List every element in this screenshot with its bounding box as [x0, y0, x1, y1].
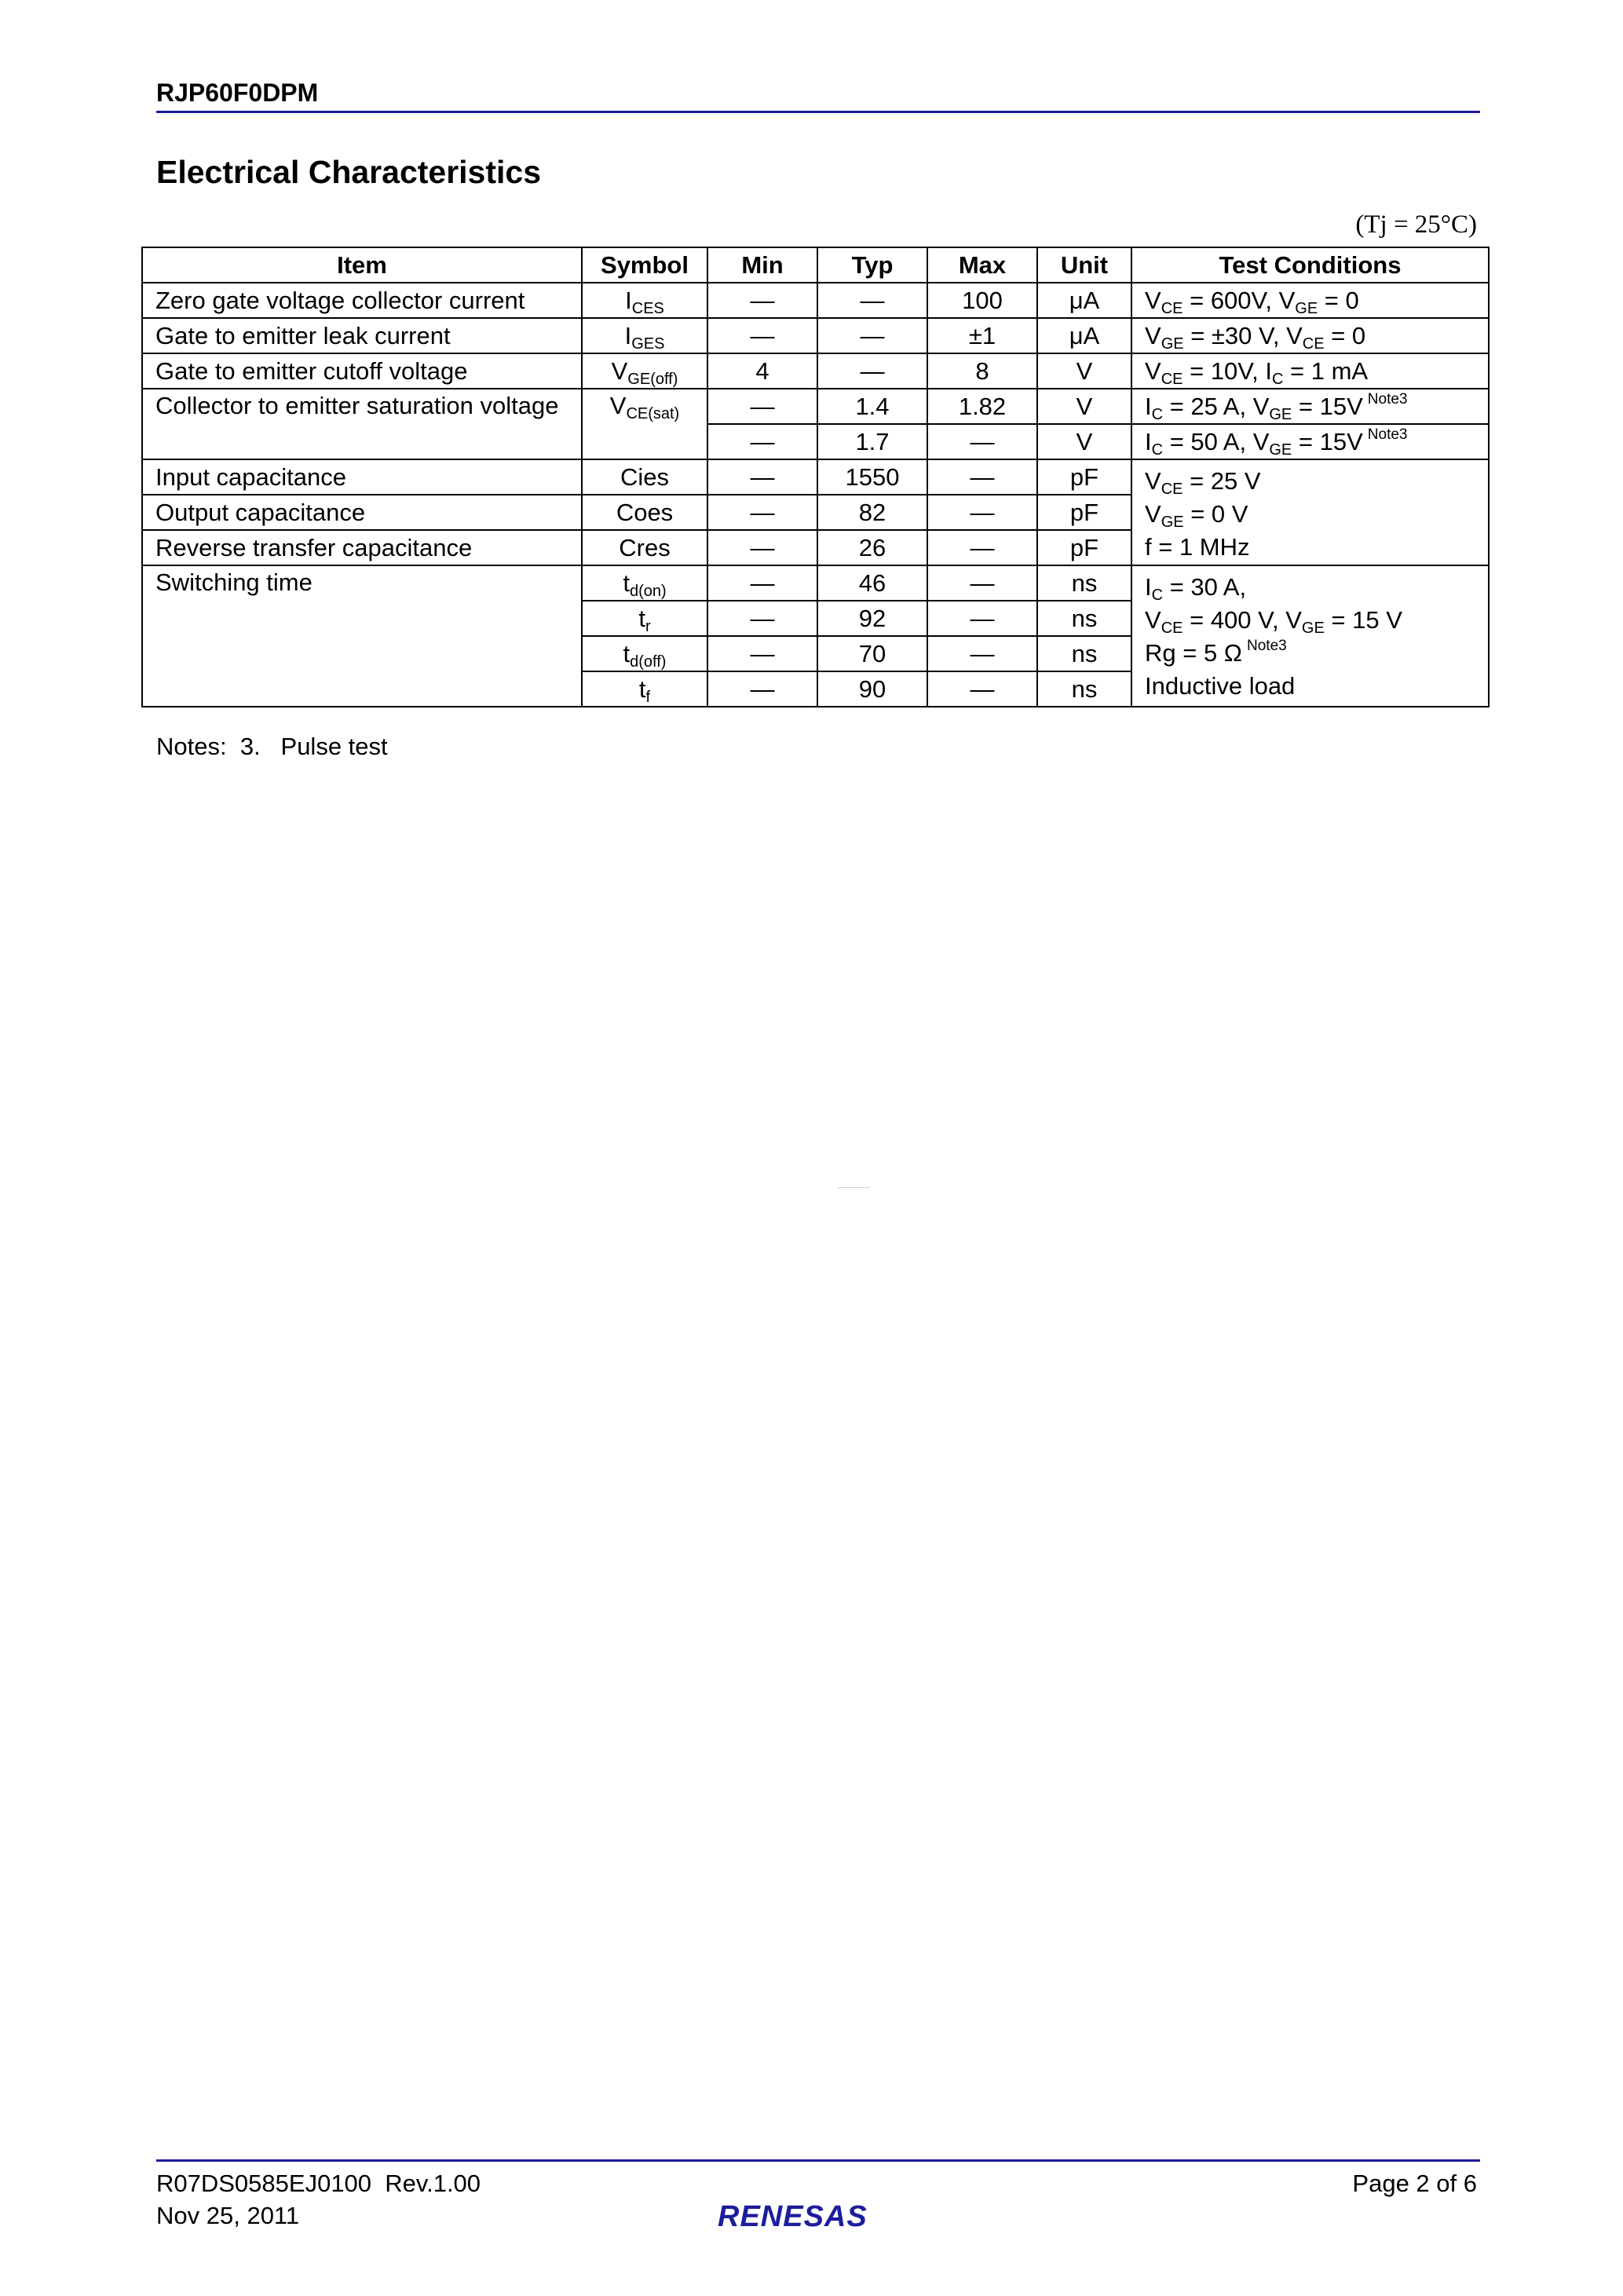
column-header: Min — [707, 247, 817, 283]
max-cell: 8 — [927, 353, 1037, 389]
max-cell: 1.82 — [927, 389, 1037, 424]
typ-cell: 70 — [817, 636, 927, 671]
symbol-cell: $t_r$ — [582, 601, 707, 636]
max-cell: — — [927, 495, 1037, 530]
electrical-characteristics-table — [141, 247, 1490, 707]
unit-cell: ns — [1037, 565, 1131, 601]
symbol-cell: Coes — [582, 495, 707, 530]
min-cell: — — [707, 283, 817, 318]
typ-cell: 1.7 — [817, 424, 927, 459]
min-cell: — — [707, 389, 817, 424]
test-conditions-cell: $V_{CE} = 600V$, $V_{GE} = 0$ — [1131, 283, 1489, 318]
scan-artifact — [838, 1187, 869, 1188]
min-cell: — — [707, 636, 817, 671]
renesas-logo-icon — [718, 2196, 914, 2234]
table-row — [142, 353, 1489, 389]
test-condition-line: $V_{CE} = 25$ V — [1145, 467, 1261, 498]
note-reference: Note3 — [1247, 638, 1287, 654]
symbol-cell: $t_{d(off)}$ — [582, 636, 707, 671]
document-date: Nov 25, 2011 — [156, 2202, 300, 2229]
unit-cell: pF — [1037, 495, 1131, 530]
section-title: Electrical Characteristics — [156, 154, 541, 190]
unit-cell: V — [1037, 353, 1131, 389]
table-row — [142, 283, 1489, 318]
test-condition-line: f = 1 MHz — [1145, 533, 1250, 561]
unit-cell: V — [1037, 389, 1131, 424]
column-header: Test Conditions — [1131, 247, 1489, 283]
table-row — [142, 565, 1489, 601]
unit-cell: pF — [1037, 530, 1131, 565]
test-conditions-cell: $V_{CE} = 10V$, $I_C = 1$ mA — [1131, 353, 1489, 389]
max-cell: 100 — [927, 283, 1037, 318]
header-divider — [156, 111, 1480, 113]
note-reference: Note3 — [1367, 390, 1408, 408]
page-number: Page 2 of 6 — [1352, 2170, 1477, 2197]
item-cell: Output capacitance — [142, 495, 582, 530]
max-cell: — — [927, 459, 1037, 495]
unit-cell: V — [1037, 424, 1131, 459]
svg-text:RENESAS: RENESAS — [718, 2200, 868, 2233]
document-id: R07DS0585EJ0100 Rev.1.00 — [156, 2170, 481, 2197]
symbol-cell: $I_{GES}$ — [582, 318, 707, 353]
min-cell: — — [707, 495, 817, 530]
column-header: Unit — [1037, 247, 1131, 283]
test-conditions-cell: $I_C = 25$ A, $V_{GE} = 15V$ $^{Note3}$ — [1131, 389, 1489, 424]
test-condition-line: $V_{CE} = 400$ V, $V_{GE} = 15$ V — [1145, 606, 1402, 637]
test-condition-line: Rg = 5 Ω $^{Note3}$ — [1145, 638, 1287, 667]
symbol-cell: Cies — [582, 459, 707, 495]
item-cell: Input capacitance — [142, 459, 582, 495]
unit-cell: ns — [1037, 671, 1131, 707]
typ-cell: 26 — [817, 530, 927, 565]
unit-cell: ns — [1037, 601, 1131, 636]
test-condition-line: $I_C = 30$ A, — [1145, 573, 1247, 604]
unit-cell: pF — [1037, 459, 1131, 495]
min-cell: — — [707, 530, 817, 565]
min-cell: — — [707, 318, 817, 353]
test-conditions-cell — [1131, 565, 1489, 707]
test-conditions-cell: $V_{GE} = \pm 30$ V, $V_{CE} = 0$ — [1131, 318, 1489, 353]
unit-cell: μA — [1037, 318, 1131, 353]
min-cell: — — [707, 459, 817, 495]
typ-cell: 90 — [817, 671, 927, 707]
max-cell: — — [927, 530, 1037, 565]
max-cell: — — [927, 424, 1037, 459]
typ-cell: 1550 — [817, 459, 927, 495]
min-cell: — — [707, 565, 817, 601]
unit-cell: μA — [1037, 283, 1131, 318]
column-header: Item — [142, 247, 582, 283]
item-cell: Collector to emitter saturation voltage — [142, 389, 582, 459]
max-cell: ±1 — [927, 318, 1037, 353]
test-condition-line: $V_{GE} = 0$ V — [1145, 500, 1248, 531]
min-cell: — — [707, 601, 817, 636]
column-header: Max — [927, 247, 1037, 283]
test-conditions-cell: $I_C = 50$ A, $V_{GE} = 15V$ $^{Note3}$ — [1131, 424, 1489, 459]
typ-cell: — — [817, 283, 927, 318]
max-cell: — — [927, 671, 1037, 707]
typ-cell: 92 — [817, 601, 927, 636]
typ-cell: 82 — [817, 495, 927, 530]
item-cell: Gate to emitter cutoff voltage — [142, 353, 582, 389]
test-condition-line: Inductive load — [1145, 672, 1296, 700]
min-cell: — — [707, 671, 817, 707]
symbol-cell: $t_{d(on)}$ — [582, 565, 707, 601]
typ-cell: — — [817, 318, 927, 353]
item-cell: Gate to emitter leak current — [142, 318, 582, 353]
table-header-row — [142, 247, 1489, 283]
renesas-logo — [718, 2196, 914, 2238]
table-row — [142, 459, 1489, 495]
table-row — [142, 389, 1489, 424]
table-row — [142, 318, 1489, 353]
typ-cell: — — [817, 353, 927, 389]
symbol-cell: Cres — [582, 530, 707, 565]
notes: Notes: 3. Pulse test — [156, 733, 388, 760]
footer-divider — [156, 2159, 1480, 2162]
max-cell: — — [927, 636, 1037, 671]
item-cell: Reverse transfer capacitance — [142, 530, 582, 565]
symbol-cell: $t_f$ — [582, 671, 707, 707]
note-reference: Note3 — [1367, 426, 1408, 443]
column-header: Symbol — [582, 247, 707, 283]
part-number: RJP60F0DPM — [156, 79, 319, 107]
symbol-cell: $V_{GE(off)}$ — [582, 353, 707, 389]
item-cell: Zero gate voltage collector current — [142, 283, 582, 318]
typ-cell: 1.4 — [817, 389, 927, 424]
max-cell: — — [927, 565, 1037, 601]
column-header: Typ — [817, 247, 927, 283]
test-conditions-cell — [1131, 459, 1489, 565]
unit-cell: ns — [1037, 636, 1131, 671]
symbol-cell: $I_{CES}$ — [582, 283, 707, 318]
min-cell: — — [707, 424, 817, 459]
min-cell: 4 — [707, 353, 817, 389]
temperature-condition: (Tj = 25°C) — [1355, 210, 1477, 239]
item-cell: Switching time — [142, 565, 582, 707]
symbol-cell: $V_{CE(sat)}$ — [582, 389, 707, 459]
max-cell: — — [927, 601, 1037, 636]
typ-cell: 46 — [817, 565, 927, 601]
